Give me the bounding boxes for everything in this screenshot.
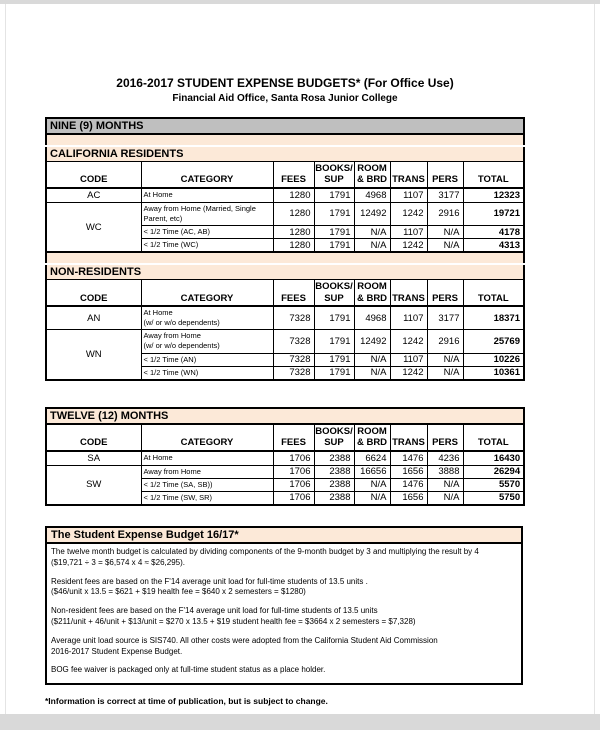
- code-cell: AN: [46, 306, 141, 330]
- pers-cell: N/A: [427, 491, 463, 505]
- column-header-line: PERS: [432, 174, 458, 186]
- column-header-line: CATEGORY: [180, 174, 234, 186]
- trans-cell: 1476: [390, 451, 427, 466]
- note-line: Resident fees are based on the F'14 average unit load for full-time students of 13.5 units .: [51, 576, 368, 586]
- category-cell: [141, 239, 273, 253]
- category-cell: [141, 353, 273, 366]
- column-header-line: SUP: [324, 174, 344, 186]
- books-cell: 2388: [314, 465, 354, 478]
- fees-cell: 1280: [273, 239, 314, 253]
- column-header-books: [314, 162, 354, 188]
- column-header-books: [314, 424, 354, 451]
- note-paragraph: [51, 547, 517, 569]
- books-cell: 2388: [314, 451, 354, 466]
- notes-title: The Student Expense Budget 16/17*: [47, 528, 521, 544]
- category-line: (w/ or w/o dependents): [143, 318, 220, 328]
- tables-container: [45, 117, 525, 506]
- category-line: At Home: [143, 308, 173, 318]
- total-cell: 25769: [463, 330, 524, 353]
- trans-cell: 1242: [390, 366, 427, 380]
- column-header-line: FEES: [281, 437, 306, 449]
- books-cell: 1791: [314, 353, 354, 366]
- total-cell: 18371: [463, 306, 524, 330]
- fees-cell: 1280: [273, 202, 314, 225]
- column-header-code: [46, 162, 141, 188]
- page-bottom-edge: [0, 714, 600, 730]
- total-cell: 4313: [463, 239, 524, 253]
- category-cell: [141, 366, 273, 380]
- column-header-row: [46, 162, 524, 188]
- section-band-row: [46, 408, 524, 424]
- category-line: At Home: [143, 190, 173, 200]
- column-header-row: [46, 424, 524, 451]
- category-cell: [141, 491, 273, 505]
- trans-cell: 1242: [390, 202, 427, 225]
- category-cell: [141, 451, 273, 466]
- section-band-row: [46, 118, 524, 134]
- category-line: < 1/2 Time (WC): [143, 240, 199, 250]
- column-header-line: BOOKS/: [315, 281, 353, 293]
- column-header-fees: [273, 162, 314, 188]
- total-cell: 16430: [463, 451, 524, 466]
- page-top-edge: [0, 0, 600, 4]
- group-spacer-cell: [46, 134, 524, 146]
- group-title: CALIFORNIA RESIDENTS: [46, 146, 524, 162]
- column-header-total: [463, 162, 524, 188]
- trans-cell: 1476: [390, 478, 427, 491]
- category-line: Away from Home (Married, Single: [143, 203, 256, 213]
- code-cell: WN: [46, 330, 141, 380]
- category-line: Away from Home: [143, 331, 201, 341]
- column-header-room: [354, 162, 390, 188]
- page-left-edge: [5, 4, 6, 714]
- notes-body: [47, 544, 521, 683]
- note-line: ($19,721 ÷ 3 = $6,574 x 4 ≈ $26,295).: [51, 557, 185, 567]
- column-header-line: TOTAL: [477, 437, 509, 449]
- room-cell: N/A: [354, 366, 390, 380]
- fees-cell: 1280: [273, 188, 314, 203]
- column-header-room: [354, 424, 390, 451]
- category-cell: [141, 202, 273, 225]
- column-header-line: & BRD: [356, 437, 388, 449]
- table-row: [46, 306, 524, 330]
- fees-cell: 7328: [273, 366, 314, 380]
- group-title-row: [46, 264, 524, 280]
- group-spacer-row: [46, 134, 524, 146]
- note-paragraph: [51, 665, 517, 676]
- column-header-category: [141, 162, 273, 188]
- books-cell: 1791: [314, 330, 354, 353]
- column-header-row: [46, 280, 524, 306]
- column-header-fees: [273, 424, 314, 451]
- room-cell: 12492: [354, 202, 390, 225]
- note-line: The twelve month budget is calculated by dividing components of the 9-month budget by 3 and multiplying the result by 4: [51, 546, 479, 556]
- group-spacer-row: [46, 252, 524, 264]
- trans-cell: 1107: [390, 188, 427, 203]
- category-line: Parent, etc): [143, 213, 183, 223]
- trans-cell: 1107: [390, 306, 427, 330]
- category-line: (w/ or w/o dependents): [143, 341, 220, 351]
- total-cell: 5750: [463, 491, 524, 505]
- category-line: < 1/2 Time (WN): [143, 367, 199, 377]
- fees-cell: 7328: [273, 353, 314, 366]
- column-header-line: BOOKS/: [315, 163, 353, 174]
- section-band: TWELVE (12) MONTHS: [46, 408, 524, 424]
- total-cell: 19721: [463, 202, 524, 225]
- books-cell: 1791: [314, 239, 354, 253]
- column-header-line: TRANS: [392, 174, 425, 186]
- category-line: < 1/2 Time (AC, AB): [143, 227, 210, 237]
- room-cell: 16656: [354, 465, 390, 478]
- notes-box: [45, 526, 523, 685]
- section-band: NINE (9) MONTHS: [46, 118, 524, 134]
- trans-cell: 1656: [390, 465, 427, 478]
- note-paragraph: [51, 636, 517, 658]
- column-header-category: [141, 280, 273, 306]
- room-cell: N/A: [354, 239, 390, 253]
- pers-cell: N/A: [427, 366, 463, 380]
- document-page: [45, 76, 525, 706]
- trans-cell: 1107: [390, 353, 427, 366]
- column-header-line: CODE: [80, 174, 108, 186]
- category-cell: [141, 330, 273, 353]
- column-header-trans: [390, 424, 427, 451]
- column-header-books: [314, 280, 354, 306]
- code-cell: WC: [46, 202, 141, 252]
- total-cell: 5570: [463, 478, 524, 491]
- column-header-line: & BRD: [356, 174, 388, 186]
- room-cell: 6624: [354, 451, 390, 466]
- category-cell: [141, 478, 273, 491]
- note-line: ($211/unit + 46/unit + $13/unit = $270 x 13.5 + $19 student health fee = $3664 x 2 semesters = $7,328): [51, 616, 416, 626]
- page-subtitle: Financial Aid Office, Santa Rosa Junior College: [172, 93, 398, 104]
- fees-cell: 7328: [273, 330, 314, 353]
- fees-cell: 1706: [273, 451, 314, 466]
- column-header-line: FEES: [281, 292, 306, 304]
- table-row: [46, 330, 524, 353]
- total-cell: 12323: [463, 188, 524, 203]
- pers-cell: 2916: [427, 202, 463, 225]
- books-cell: 2388: [314, 478, 354, 491]
- room-cell: N/A: [354, 491, 390, 505]
- trans-cell: 1242: [390, 239, 427, 253]
- column-header-line: SUP: [324, 292, 344, 304]
- category-line: < 1/2 Time (AN): [143, 354, 197, 364]
- note-line: BOG fee waiver is packaged only at full-time student status as a place holder.: [51, 665, 326, 675]
- column-header-line: TRANS: [392, 437, 425, 449]
- nine-months-table: [45, 117, 525, 381]
- column-header-trans: [390, 162, 427, 188]
- column-header-line: BOOKS/: [315, 425, 353, 437]
- total-cell: 10361: [463, 366, 524, 380]
- column-header-line: SUP: [324, 437, 344, 449]
- room-cell: 4968: [354, 188, 390, 203]
- column-header-line: TRANS: [392, 292, 425, 304]
- column-header-category: [141, 424, 273, 451]
- fees-cell: 1706: [273, 491, 314, 505]
- column-header-trans: [390, 280, 427, 306]
- column-header-line: PERS: [432, 437, 458, 449]
- column-header-fees: [273, 280, 314, 306]
- pers-cell: N/A: [427, 478, 463, 491]
- books-cell: 1791: [314, 226, 354, 239]
- note-line: Average unit load source is SIS740. All other costs were adopted from the California Student Aid Commission: [51, 635, 438, 645]
- table-row: [46, 465, 524, 478]
- group-title: NON-RESIDENTS: [46, 264, 524, 280]
- code-cell: SW: [46, 465, 141, 505]
- fees-cell: 1706: [273, 465, 314, 478]
- column-header-line: CODE: [80, 292, 108, 304]
- page-title: 2016-2017 STUDENT EXPENSE BUDGETS* (For Office Use): [116, 76, 454, 90]
- pers-cell: N/A: [427, 353, 463, 366]
- column-header-room: [354, 280, 390, 306]
- category-line: At Home: [143, 453, 173, 463]
- column-header-line: CODE: [80, 437, 108, 449]
- total-cell: 10226: [463, 353, 524, 366]
- books-cell: 1791: [314, 202, 354, 225]
- page-right-edge: [594, 4, 595, 714]
- table-row: [46, 188, 524, 203]
- column-header-pers: [427, 162, 463, 188]
- column-header-pers: [427, 424, 463, 451]
- column-header-line: TOTAL: [477, 292, 509, 304]
- column-header-code: [46, 280, 141, 306]
- twelve-months-table: [45, 407, 525, 506]
- room-cell: 12492: [354, 330, 390, 353]
- code-cell: AC: [46, 188, 141, 203]
- category-cell: [141, 188, 273, 203]
- note-paragraph: [51, 577, 517, 599]
- fees-cell: 1280: [273, 226, 314, 239]
- books-cell: 2388: [314, 491, 354, 505]
- pers-cell: 3888: [427, 465, 463, 478]
- trans-cell: 1656: [390, 491, 427, 505]
- fees-cell: 7328: [273, 306, 314, 330]
- pers-cell: N/A: [427, 226, 463, 239]
- column-header-line: ROOM: [357, 425, 387, 437]
- column-header-total: [463, 280, 524, 306]
- pers-cell: 3177: [427, 188, 463, 203]
- pers-cell: 3177: [427, 306, 463, 330]
- fees-cell: 1706: [273, 478, 314, 491]
- column-header-line: CATEGORY: [180, 437, 234, 449]
- column-header-line: CATEGORY: [180, 292, 234, 304]
- category-cell: [141, 465, 273, 478]
- note-line: 2016-2017 Student Expense Budget.: [51, 646, 183, 656]
- column-header-total: [463, 424, 524, 451]
- books-cell: 1791: [314, 366, 354, 380]
- category-line: < 1/2 Time (SW, SR): [143, 492, 213, 502]
- books-cell: 1791: [314, 306, 354, 330]
- group-title-row: [46, 146, 524, 162]
- column-header-pers: [427, 280, 463, 306]
- pers-cell: 2916: [427, 330, 463, 353]
- trans-cell: 1107: [390, 226, 427, 239]
- books-cell: 1791: [314, 188, 354, 203]
- column-header-line: FEES: [281, 174, 306, 186]
- table-row: [46, 451, 524, 466]
- trans-cell: 1242: [390, 330, 427, 353]
- column-header-line: PERS: [432, 292, 458, 304]
- pers-cell: N/A: [427, 239, 463, 253]
- room-cell: N/A: [354, 478, 390, 491]
- total-cell: 4178: [463, 226, 524, 239]
- category-line: < 1/2 Time (SA, SB)): [143, 479, 213, 489]
- note-line: ($46/unit x 13.5 = $621 + $19 health fee = $640 x 2 semesters = $1280): [51, 587, 306, 597]
- category-cell: [141, 306, 273, 330]
- room-cell: 4968: [354, 306, 390, 330]
- note-paragraph: [51, 606, 517, 628]
- column-header-code: [46, 424, 141, 451]
- category-line: Away from Home: [143, 466, 201, 476]
- note-line: Non-resident fees are based on the F'14 average unit load for full-time students of 13.5 units: [51, 606, 378, 616]
- room-cell: N/A: [354, 226, 390, 239]
- table-row: [46, 202, 524, 225]
- total-cell: 26294: [463, 465, 524, 478]
- column-header-line: TOTAL: [477, 174, 509, 186]
- column-header-line: ROOM: [357, 163, 387, 174]
- code-cell: SA: [46, 451, 141, 466]
- column-header-line: & BRD: [356, 292, 388, 304]
- column-header-line: ROOM: [357, 281, 387, 293]
- room-cell: N/A: [354, 353, 390, 366]
- pers-cell: 4236: [427, 451, 463, 466]
- footnote: *Information is correct at time of publication, but is subject to change.: [45, 696, 328, 707]
- category-cell: [141, 226, 273, 239]
- group-spacer-cell: [46, 252, 524, 264]
